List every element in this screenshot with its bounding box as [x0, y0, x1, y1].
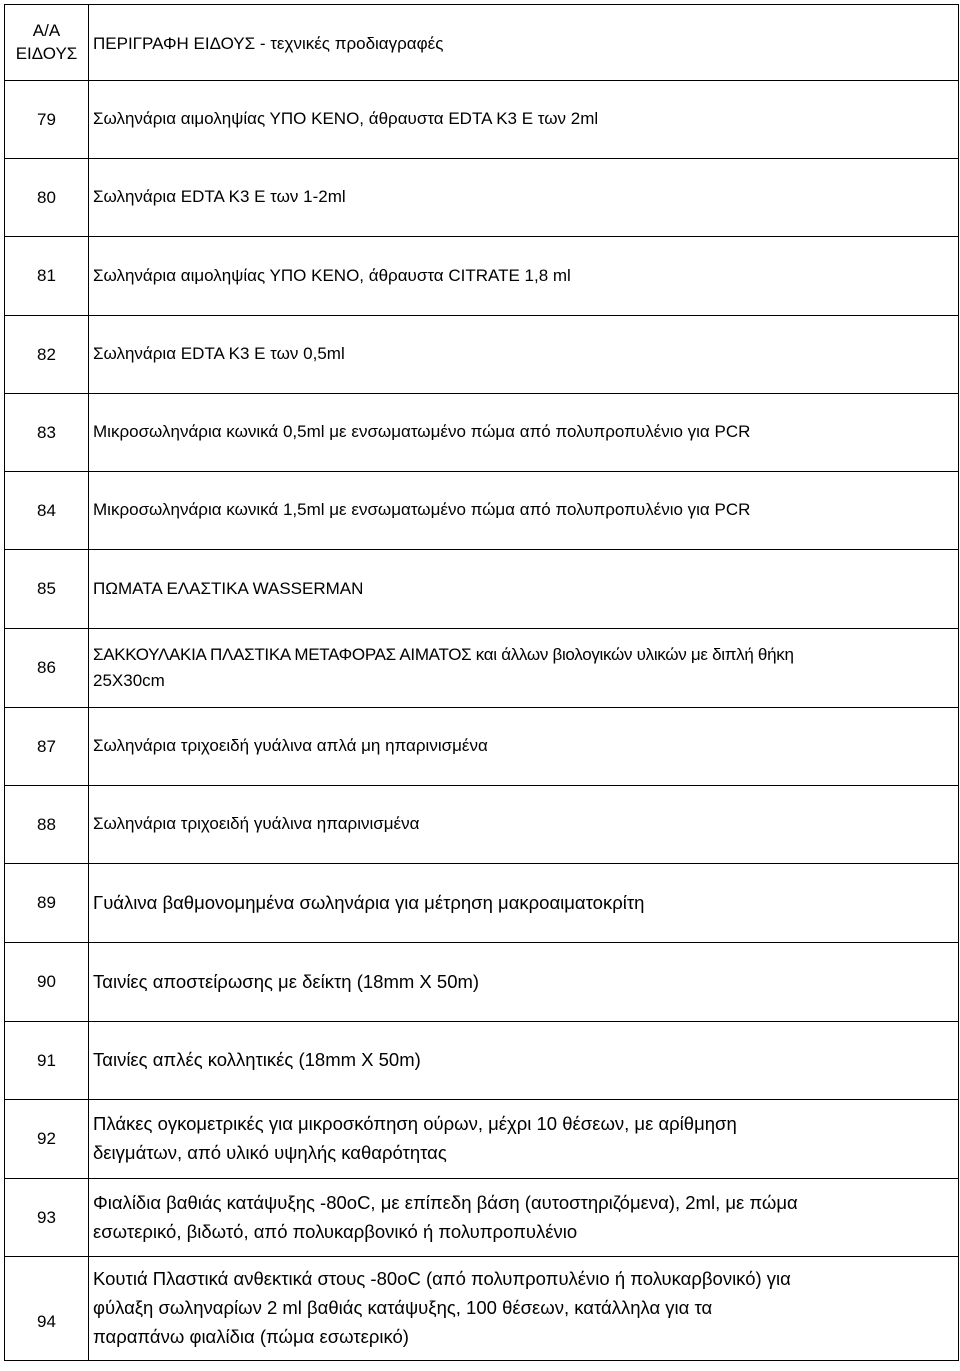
table-row [5, 1179, 959, 1257]
item-number: 83 [5, 394, 89, 472]
table-row [5, 864, 959, 943]
item-description-line1: Κουτιά Πλαστικά ανθεκτικά στους -80oC (από πολυπροπυλένιο ή πολυκαρβονικό) για [93, 1268, 791, 1290]
item-description: ΠΩΜΑΤΑ ΕΛΑΣΤΙΚΑ WASSERMAN [89, 550, 959, 629]
item-description: Σωληνάρια τριχοειδή γυάλινα απλά μη ηπαρινισμένα [89, 708, 959, 786]
item-description-line2: 25Χ30cm [93, 671, 165, 690]
table-row [5, 550, 959, 629]
table-row [5, 708, 959, 786]
item-description: Μικροσωληνάρια κωνικά 0,5ml με ενσωματωμένο πώμα από πολυπροπυλένιο για PCR [89, 394, 959, 472]
item-description-line1: ΣΑΚΚΟΥΛΑΚΙΑ ΠΛΑΣΤΙΚΑ ΜΕΤΑΦΟΡΑΣ ΑΙΜΑΤΟΣ και άλλων βιολογικών υλικών με διπλή θήκη [93, 644, 794, 664]
table-row [5, 472, 959, 550]
item-description-line2: φύλαξη σωληναρίων 2 ml βαθιάς κατάψυξης, 100 θέσεων, κατάλληλα για τα [93, 1297, 713, 1319]
item-description: Ταινίες αποστείρωσης με δείκτη (18mm X 50m) [89, 943, 959, 1022]
item-description: Σωληνάρια αιμοληψίας ΥΠΟ ΚΕΝΟ, άθραυστα CITRATE 1,8 ml [89, 237, 959, 316]
item-number: 94 [5, 1257, 89, 1361]
table-row [5, 786, 959, 864]
item-description-line3: παραπάνω φιαλίδια (πώμα εσωτερικό) [93, 1325, 409, 1347]
header-num-line2: ΕΙΔΟΥΣ [15, 43, 78, 63]
table-row [5, 159, 959, 237]
item-description [89, 629, 959, 708]
header-description: ΠΕΡΙΓΡΑΦΗ ΕΙΔΟΥΣ - τεχνικές προδιαγραφές [89, 5, 959, 81]
items-table [4, 4, 959, 1361]
item-description-line1: Φιαλίδια βαθιάς κατάψυξης -80oC, με επίπεδη βάση (αυτοστηριζόμενα), 2ml, με πώμα [93, 1191, 798, 1213]
table-row [5, 237, 959, 316]
item-description [89, 1100, 959, 1179]
item-number: 81 [5, 237, 89, 316]
item-description: Μικροσωληνάρια κωνικά 1,5ml με ενσωματωμένο πώμα από πολυπροπυλένιο για PCR [89, 472, 959, 550]
item-number: 79 [5, 81, 89, 159]
item-number: 87 [5, 708, 89, 786]
item-description-line2: δειγμάτων, από υλικό υψηλής καθαρότητας [93, 1142, 447, 1163]
item-number: 93 [5, 1179, 89, 1257]
table-row [5, 81, 959, 159]
table-row [5, 629, 959, 708]
item-description-line1: Πλάκες ογκομετρικές για μικροσκόπηση ούρων, μέχρι 10 θέσεων, με αρίθμηση [93, 1113, 737, 1135]
table-row [5, 1257, 959, 1361]
header-num-line1: Α/Α [32, 20, 61, 40]
item-description [89, 1257, 959, 1361]
item-number: 80 [5, 159, 89, 237]
item-number: 90 [5, 943, 89, 1022]
table-row [5, 1022, 959, 1100]
header-item-number [5, 5, 89, 81]
item-description [89, 1179, 959, 1257]
items-table-page [4, 4, 958, 1368]
item-description: Σωληνάρια αιμοληψίας ΥΠΟ ΚΕΝΟ, άθραυστα EDTA K3 E των 2ml [89, 81, 959, 159]
table-row [5, 316, 959, 394]
item-description: Σωληνάρια EDTA K3 E των 0,5ml [89, 316, 959, 394]
item-description: Σωληνάρια EDTA K3 E των 1-2ml [89, 159, 959, 237]
item-number: 89 [5, 864, 89, 943]
table-header-row [5, 5, 959, 81]
table-row [5, 943, 959, 1022]
item-description-line2: εσωτερικό, βιδωτό, από πολυκαρβονικό ή πολυπροπυλένιο [93, 1220, 578, 1242]
item-number: 85 [5, 550, 89, 629]
item-number: 91 [5, 1022, 89, 1100]
table-row [5, 1100, 959, 1179]
item-description: Σωληνάρια τριχοειδή γυάλινα ηπαρινισμένα [89, 786, 959, 864]
item-number: 86 [5, 629, 89, 708]
item-number: 88 [5, 786, 89, 864]
item-number: 82 [5, 316, 89, 394]
item-number: 92 [5, 1100, 89, 1179]
item-number: 84 [5, 472, 89, 550]
item-description: Ταινίες απλές κολλητικές (18mm X 50m) [89, 1022, 959, 1100]
item-description: Γυάλινα βαθμονομημένα σωληνάρια για μέτρηση μακροαιματοκρίτη [89, 864, 959, 943]
table-row [5, 394, 959, 472]
